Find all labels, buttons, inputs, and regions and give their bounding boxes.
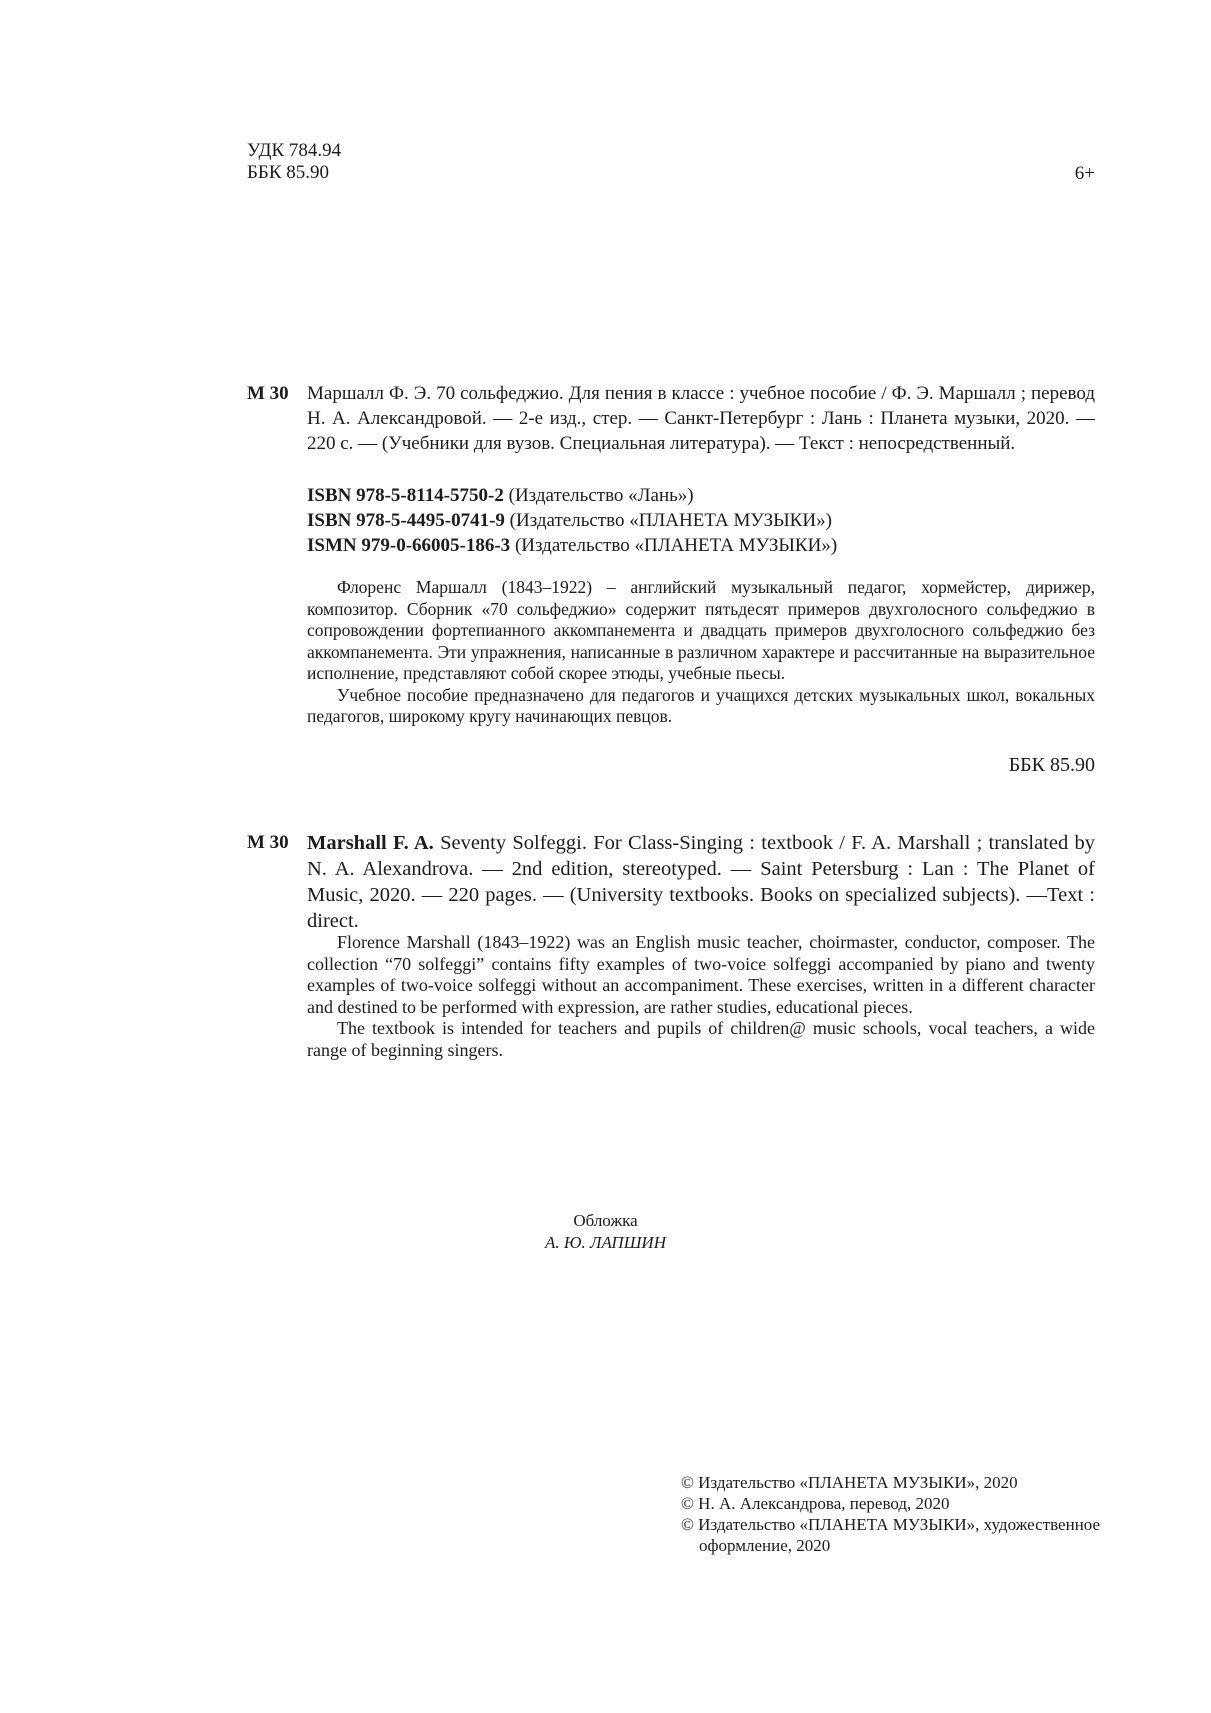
author-mark-en: M 30 [247, 832, 289, 853]
bbk-code: ББК 85.90 [247, 162, 329, 183]
entry-text-en: Seventy Solfeggi. For Class-Singing : textbook / F. A. Marshall ; translated by N. A. Alexandrova. — 2nd edition, stereotyped. — Saint Petersburg : Lan : The Planet of Music, 2020. — 220 pages. — (University textbooks. Books on specialized subjects). —Text : direct. [307, 832, 1095, 932]
udk-code: УДК 784.94 [247, 140, 342, 161]
copyright-line: © Издательство «ПЛАНЕТА МУЗЫКИ», художественное оформление, 2020 [681, 1515, 1101, 1555]
annotation-paragraph: Флоренс Маршалл (1843–1922) – английский музыкальный педагог, хормейстер, дирижер, композитор. Сборник «70 сольфеджио» содержит пятьдесят примеров двухголосного сольфеджио в сопровождении фортепианного аккомпанемента и двадцать примеров двухголосного сольфеджио без аккомпанемента. Эти упражнения, написанные в различном характере и рассчитанные на выразительное исполнение, представляют собой скорее этюды, учебные пьесы. [307, 577, 1095, 683]
isbn-number: ISBN 978-5-4495-0741-9 [307, 510, 505, 531]
age-rating: 6+ [1074, 163, 1095, 184]
classification-block [247, 140, 341, 184]
copyright-line: © Н. А. Александрова, перевод, 2020 [681, 1494, 950, 1513]
cover-label: Обложка [573, 1211, 638, 1230]
isbn-publisher: (Издательство «ПЛАНЕТА МУЗЫКИ») [509, 510, 832, 531]
annotation-paragraph: Учебное пособие предназначено для педагогов и учащихся детских музыкальных школ, вокальных педагогов, широкому кругу начинающих певцов. [307, 684, 1095, 726]
annotation-paragraph: Florence Marshall (1843–1922) was an English music teacher, choirmaster, conductor, composer. The collection “70 solfeggi” contains fifty examples of two-voice solfeggi accompanied by piano and twenty examples of two-voice solfeggi without an accompaniment. These exercises, written in a different character and destined to be performed with expression, are rather studies, educational pieces. [307, 932, 1095, 1017]
bbk-index: ББК 85.90 [1008, 754, 1095, 776]
copyright-block [681, 1472, 1101, 1556]
isbn-number: ISBN 978-5-8114-5750-2 [307, 485, 504, 506]
isbn-list [307, 483, 1095, 558]
cover-credit [0, 1210, 1211, 1254]
author-mark-ru: М 30 [247, 383, 289, 404]
isbn-line [307, 483, 1095, 508]
copyright-line: © Издательство «ПЛАНЕТА МУЗЫКИ», 2020 [681, 1473, 1018, 1492]
isbn-publisher: (Издательство «Лань») [508, 485, 694, 506]
bibliographic-entry-ru: Маршалл Ф. Э. 70 сольфеджио. Для пения в классе : учебное пособие / Ф. Э. Маршалл ; перевод Н. А. Александровой. — 2-е изд., стер. — Санкт-Петербург : Лань : Планета музыки, 2020. — 220 с. — (Учебники для вузов. Специальная литература). — Текст : непосредственный. [307, 383, 1095, 454]
annotation-en [307, 932, 1095, 1061]
annotation-ru [307, 577, 1095, 728]
annotation-paragraph: The textbook is intended for teachers and pupils of children@ music schools, vocal teachers, a wide range of beginning singers. [307, 1018, 1095, 1060]
isbn-line [307, 508, 1095, 533]
isbn-line [307, 533, 1095, 558]
author-name-en: Marshall F. A. [307, 832, 434, 854]
bibliographic-entry-en [307, 830, 1095, 934]
isbn-publisher: (Издательство «ПЛАНЕТА МУЗЫКИ») [514, 535, 838, 556]
cover-designer: А. Ю. ЛАПШИН [545, 1233, 666, 1252]
ismn-number: ISMN 979-0-66005-186-3 [307, 535, 511, 556]
